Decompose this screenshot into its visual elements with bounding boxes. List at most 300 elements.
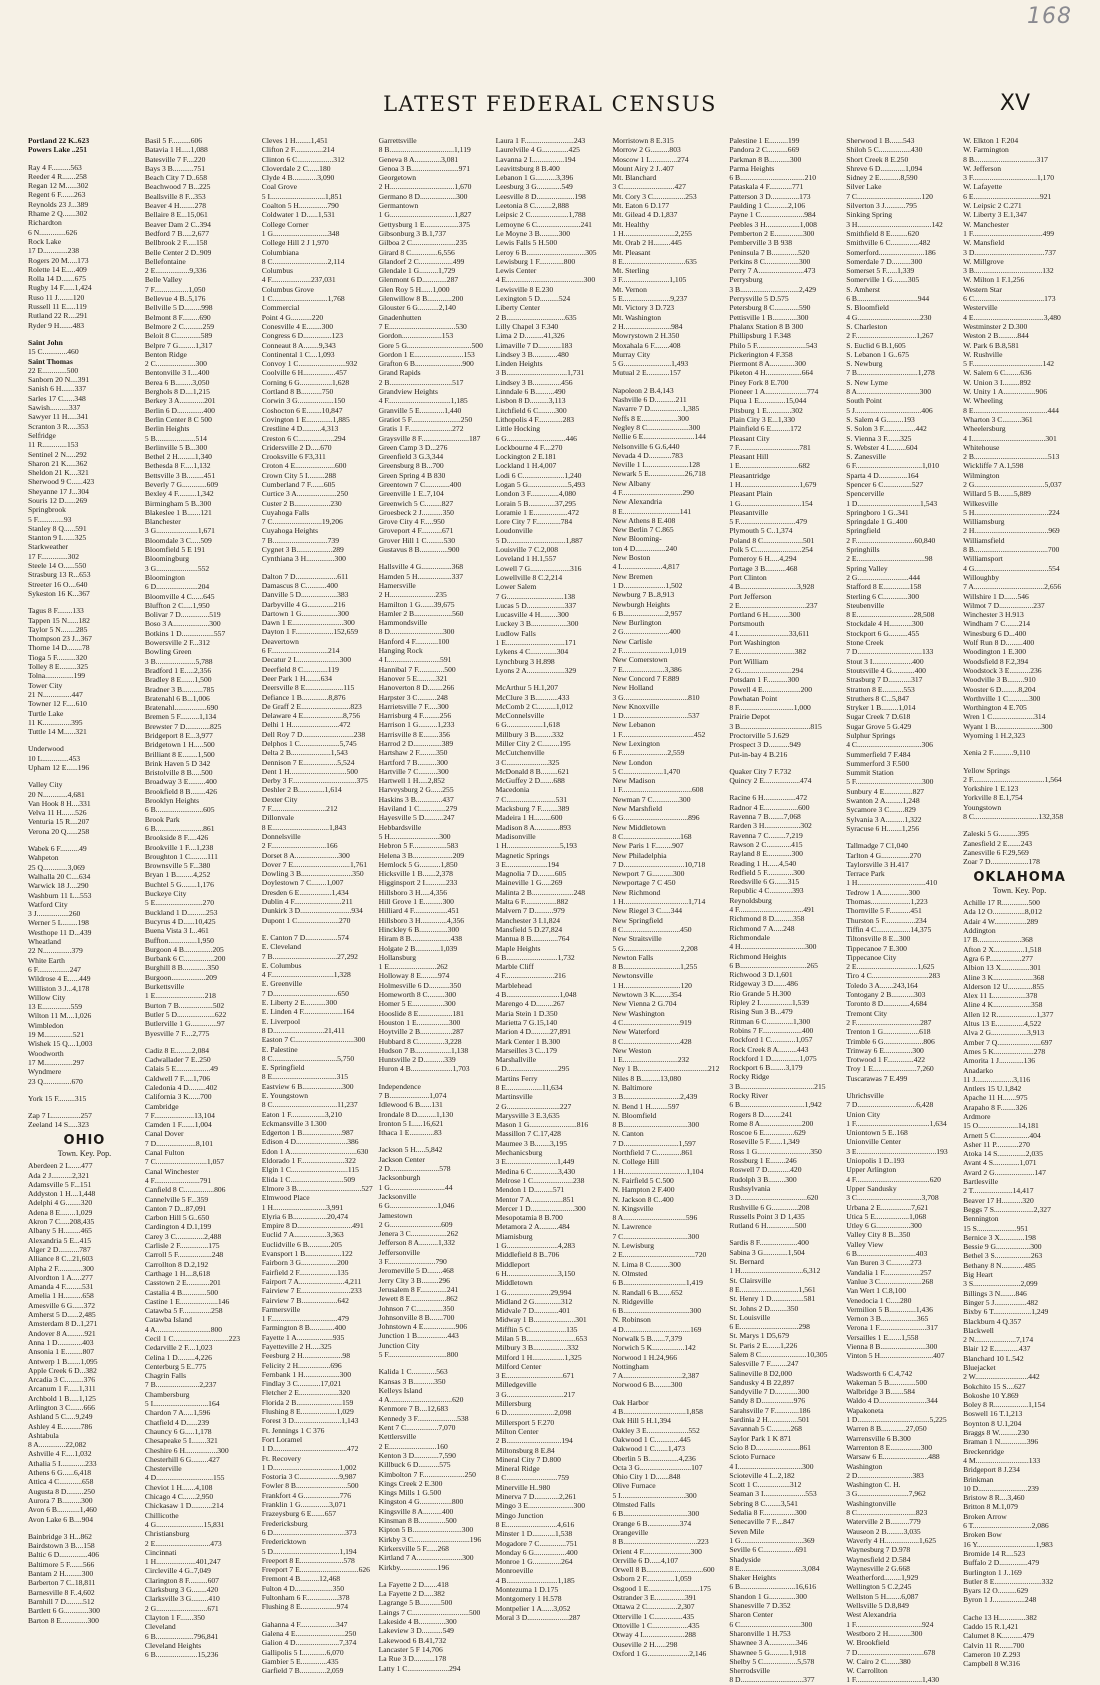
town-entry: W. Carrollton bbox=[846, 1666, 888, 1676]
town-entry: N. Baltimore bbox=[612, 1082, 653, 1092]
town-entry: Jackson 5 H.....5,842 bbox=[378, 1145, 443, 1155]
town-entry: Toledo 3 A.......243,164 bbox=[846, 980, 918, 990]
town-entry: 5 F..............................479 bbox=[729, 517, 807, 527]
town-entry: Rock Creek 8 A..........443 bbox=[729, 1044, 809, 1054]
town-entry: Georgetown bbox=[378, 173, 417, 183]
town-entry: Euclid 7 A.................3,363 bbox=[261, 1230, 344, 1240]
town-entry: Waverly 4 H..................1,625 bbox=[846, 1535, 937, 1545]
town-entry: Bays 3 B...........751 bbox=[144, 163, 206, 173]
town-entry: 3 B.....................................815 bbox=[729, 721, 822, 731]
town-entry: Hillsboro 3 H.....4,356 bbox=[378, 887, 448, 897]
town-entry: 3 D...................................620 bbox=[729, 1193, 819, 1203]
town-entry: Cheviot 1 H.......4,108 bbox=[144, 1482, 213, 1492]
town-entry: Scioto Furnace bbox=[729, 1452, 776, 1462]
town-entry: Versailles 1 E.......1,558 bbox=[846, 1332, 919, 1342]
town-entry: McCutchenville bbox=[495, 748, 545, 758]
town-entry: 5 E.........................9,237 bbox=[612, 294, 688, 304]
town-entry: Bowersville 2 F...312 bbox=[144, 638, 210, 648]
town-entry: Covington 1 E..............1,885 bbox=[261, 414, 350, 424]
town-entry: Middletown bbox=[495, 1278, 533, 1288]
town-entry: Wildrose 4 E......449 bbox=[28, 974, 91, 984]
town-entry: Arlington 3 C.......666 bbox=[28, 1403, 95, 1412]
town-entry: Phillipsburg 1 F.348 bbox=[729, 331, 791, 341]
town-entry: Yorkshire 1 E.123 bbox=[963, 784, 1019, 794]
town-entry: Alger 2 D...........787 bbox=[28, 1244, 91, 1254]
town-entry: Newman 7 C..............300 bbox=[612, 794, 691, 804]
town-entry: Archbold 1 B.....1,125 bbox=[28, 1393, 96, 1403]
town-entry: Rogers 8 D.........241 bbox=[729, 1109, 793, 1119]
town-entry: Green Spring 4 B 830 bbox=[378, 470, 446, 480]
town-entry: Avant 4 S..............1,071 bbox=[963, 1158, 1037, 1168]
town-entry: Rutland 22 R....291 bbox=[28, 311, 88, 321]
town-entry: Achille 17 R..............500 bbox=[963, 898, 1040, 908]
town-entry: Summerford 3 F.500 bbox=[846, 758, 910, 768]
town-entry: 7 B................................1,278 bbox=[846, 368, 935, 378]
town-entry: Pomeroy 6 H.....4,294 bbox=[729, 554, 797, 564]
town-entry: Nevada 4 D............783 bbox=[612, 450, 683, 460]
town-entry: Carey 3 C...............2,488 bbox=[144, 1231, 222, 1241]
spacer bbox=[28, 155, 141, 163]
town-entry: Braman 1 N..............396 bbox=[963, 1437, 1039, 1447]
town-entry: S. Salem 4 G.........193 bbox=[846, 414, 915, 424]
town-entry: 2 B.............................194 bbox=[495, 1436, 573, 1446]
town-entry: 19 M...............521 bbox=[28, 1030, 85, 1040]
town-entry: Columbiana bbox=[261, 247, 299, 257]
town-entry: Negley 8 C......................300 bbox=[612, 422, 701, 432]
town-entry: 8 C..............................168 bbox=[612, 831, 692, 841]
town-entry: Newark 5 E...................26,718 bbox=[612, 469, 706, 479]
town-entry: York 15 F.........315 bbox=[28, 1093, 87, 1103]
town-entry: 2 F.............................166 bbox=[261, 841, 338, 851]
town-entry: Leipsic 2 C....................1,788 bbox=[495, 210, 586, 220]
town-entry: Corning 6 G.................1,628 bbox=[261, 377, 350, 387]
town-entry: Leetonia 8 C.........2,888 bbox=[495, 201, 569, 211]
town-entry: Shreve 6 D.............1,094 bbox=[846, 163, 923, 173]
town-entry: Wharton 3 C..........361 bbox=[963, 414, 1033, 424]
town-entry: Eldorado 1 F.......................322 bbox=[261, 1156, 356, 1166]
town-entry: W. Mansfield bbox=[963, 238, 1005, 248]
town-entry: S. Vienna 3 F.......325 bbox=[846, 433, 912, 443]
town-entry: 6 B...............................403 bbox=[846, 1249, 928, 1259]
town-entry: Tuscarawas 7 E.499 bbox=[846, 1073, 908, 1083]
town-entry: Wellsville 5 D.8,849 bbox=[846, 1601, 909, 1611]
town-entry: Calvin 11 R.......700 bbox=[963, 1640, 1025, 1650]
town-entry: Leavittsburg 8 B.400 bbox=[495, 163, 560, 173]
town-entry: Underwood bbox=[28, 744, 64, 754]
town-entry: Leesville 8 D....................198 bbox=[495, 191, 586, 201]
town-entry: Lucas 5 D....................337 bbox=[495, 600, 577, 610]
town-entry: Woodville 3 B.........910 bbox=[963, 675, 1036, 685]
town-entry: 5 F...............................800 bbox=[378, 1350, 459, 1359]
town-entry: Werner 5 L........198 bbox=[28, 918, 89, 928]
town-entry: Clinton 6 C...................312 bbox=[261, 154, 345, 164]
town-entry: Gordon 1 E..........................153 bbox=[378, 349, 475, 359]
town-entry: 3 G..................................810 bbox=[612, 692, 700, 702]
town-entry: Carbon Hill 5 G..650 bbox=[144, 1213, 210, 1223]
town-entry: Ames 5 K.....................278 bbox=[963, 1046, 1046, 1056]
town-entry: Stoutsville 4 G............400 bbox=[846, 665, 926, 675]
town-entry: Berlin 6 D..............400 bbox=[144, 405, 215, 415]
town-entry: Castine 1 E....................146 bbox=[144, 1296, 230, 1306]
town-entry: Willoughby bbox=[963, 572, 1000, 582]
town-entry: Fredericksburg bbox=[261, 1518, 308, 1528]
town-entry: Marietta 7 G.15,140 bbox=[495, 1017, 558, 1027]
town-entry: Belle Valley bbox=[144, 275, 183, 285]
town-entry: 20 N.............4,681 bbox=[28, 789, 85, 799]
town-entry: Aberdeen 2 L......477 bbox=[28, 1161, 93, 1171]
town-entry: Mogadore 7 C..............751 bbox=[495, 1538, 578, 1548]
town-entry: 5 J...................................406 bbox=[846, 405, 933, 415]
town-entry: Steubenville bbox=[846, 600, 885, 610]
town-entry: Urbana 2 E................7,621 bbox=[846, 1202, 929, 1212]
town-entry: Wilkesville bbox=[963, 498, 998, 508]
town-entry: Magnetic Springs bbox=[495, 850, 550, 860]
town-entry: Green Camp 3 D...276 bbox=[378, 442, 448, 452]
town-entry: Kalida 1 C.............563 bbox=[378, 1367, 448, 1377]
town-entry: Wadsworth 6 C.4,742 bbox=[846, 1368, 913, 1378]
town-entry: 7 B.......................2,237 bbox=[144, 1380, 217, 1390]
town-entry: 6 B...................................265 bbox=[729, 960, 818, 970]
town-entry: 2 G............................227 bbox=[495, 1101, 572, 1111]
town-entry: 6 F..............................214 bbox=[261, 646, 340, 656]
town-entry: Tolley 8 E.........325 bbox=[28, 662, 89, 672]
town-entry: Leroy 6 B...............................305 bbox=[495, 247, 597, 257]
town-entry: Rushville 6 G..............208 bbox=[729, 1202, 810, 1212]
town-entry: 1 F...................................924 bbox=[846, 1619, 934, 1629]
town-entry: Sebring 8 C........3,541 bbox=[729, 1498, 798, 1508]
town-entry: Holmesville 6 D...........350 bbox=[378, 980, 462, 990]
town-entry: Boswell 16 T.1,213 bbox=[963, 1409, 1023, 1419]
town-entry: Wooster 6 D.........8,204 bbox=[963, 684, 1036, 694]
town-entry: Beaver Dam 2 C..394 bbox=[144, 219, 211, 229]
town-entry: Clayton 1 F.......350 bbox=[144, 1612, 205, 1622]
town-entry: 4 F..................................491 bbox=[729, 905, 815, 915]
town-entry: Mason 1 G.........................816 bbox=[495, 1120, 589, 1130]
town-entry: 8 C..................................5,750 bbox=[261, 1053, 355, 1063]
town-entry: 3 E..........................................193 bbox=[846, 1146, 948, 1156]
town-entry: 3 S.........................2,099 bbox=[963, 1279, 1038, 1289]
town-entry: Oxford 1 G......................2,146 bbox=[612, 1648, 707, 1658]
town-entry: Thomas.....................1,223 bbox=[846, 897, 928, 907]
town-entry: Montgomery 1 H.578 bbox=[495, 1594, 562, 1604]
town-entry: Johnstown 4 E.................906 bbox=[378, 1322, 468, 1332]
town-entry: 1 F......................................452 bbox=[612, 729, 706, 739]
town-entry: Fulton 4 D....................350 bbox=[261, 1583, 345, 1593]
town-entry: Gustavus 8 B...............900 bbox=[378, 545, 460, 555]
town-entry: Minster 1 D............1,538 bbox=[495, 1529, 573, 1539]
town-entry: Paulding 1 C..........2,106 bbox=[729, 201, 806, 211]
town-entry: Miller City 2 C.........195 bbox=[495, 739, 571, 748]
town-entry: Fletcher 2 E.....................320 bbox=[261, 1388, 351, 1398]
town-entry: 8 C.............................2,114 bbox=[261, 256, 345, 266]
town-entry: Williston 3 J...4,178 bbox=[28, 983, 90, 993]
town-entry: Gnadenhutten bbox=[378, 312, 422, 322]
town-entry: W. Liberty 3 E.1,347 bbox=[963, 210, 1027, 220]
town-entry: Newburg 7 B..8,913 bbox=[612, 590, 675, 600]
town-entry: 1 F...................................1,430 bbox=[846, 1675, 940, 1685]
town-entry: Eckmansville 3 I.300 bbox=[261, 1118, 327, 1128]
town-entry: Glendale 1 G..........1,729 bbox=[378, 266, 456, 276]
town-entry: Berlin Center 8 C 500 bbox=[144, 414, 212, 424]
town-entry: Custer 2 B...................230 bbox=[261, 498, 342, 508]
town-entry: 2 E....................................98 bbox=[846, 554, 933, 564]
town-entry: New Lebanon bbox=[612, 720, 656, 730]
town-entry: Ouseville 2 H......298 bbox=[612, 1639, 678, 1649]
town-entry: Ravenna 7 C.........7,219 bbox=[729, 830, 803, 840]
town-entry: Hannibal 7 F..............500 bbox=[378, 664, 456, 674]
town-entry: Mineral Ridge bbox=[495, 1464, 540, 1474]
town-entry: Bromide 14 R....523 bbox=[963, 1548, 1026, 1558]
town-entry: Harpster 3 C..........248 bbox=[378, 692, 448, 702]
town-entry: Fairview 7 B...................642 bbox=[261, 1295, 349, 1305]
town-entry: Caledonia 4 D.........402 bbox=[144, 1082, 218, 1092]
town-entry: Hillsboro 3 H..............4,356 bbox=[378, 915, 465, 925]
town-entry: Laurelville 4 G..............425 bbox=[495, 145, 580, 155]
town-entry: Rawson 2 C.............415 bbox=[729, 839, 803, 849]
town-entry: Willow City bbox=[28, 992, 66, 1002]
town-entry: Canal Fulton bbox=[144, 1148, 185, 1158]
town-entry: Rolette 14 E.....409 bbox=[28, 264, 87, 274]
town-entry: Ashland 5 C.....9,249 bbox=[28, 1412, 93, 1422]
town-entry: N. Kingsville bbox=[612, 1203, 654, 1213]
town-entry: London 3 F...............4,080 bbox=[495, 489, 576, 499]
town-entry: 3 B..............................2,439 bbox=[612, 1092, 698, 1102]
town-entry: Hammondsville bbox=[378, 618, 428, 628]
town-entry: Zanesfield 2 E.......243 bbox=[963, 838, 1033, 848]
town-entry: 2 B.......................................513 bbox=[963, 452, 1060, 462]
town-entry: Sandy 8 D.................976 bbox=[729, 1396, 806, 1406]
town-entry: Albion 13 X...............301 bbox=[963, 963, 1041, 973]
town-entry: Sanborn 20 N....391 bbox=[28, 375, 90, 385]
town-entry: Bellefontaine bbox=[144, 256, 186, 266]
town-entry: Springbrook bbox=[28, 505, 66, 515]
town-entry: Chagrin Falls bbox=[144, 1371, 187, 1381]
town-entry: Warrensville 6 B.300 bbox=[846, 1433, 911, 1443]
town-entry: Silverton 3 J...........795 bbox=[846, 201, 917, 211]
town-entry: 15 S.....................951 bbox=[963, 1223, 1029, 1233]
town-entry: 4 E.........................................300 bbox=[495, 275, 596, 285]
town-entry: Haviland 1 C..............279 bbox=[378, 804, 458, 814]
town-entry: Milbury 3 B..................332 bbox=[495, 1343, 579, 1353]
town-entry: Brownsville 5 F...380 bbox=[144, 861, 211, 871]
town-entry: 1 H...........................2,255 bbox=[612, 228, 692, 238]
town-entry: 5 D...............................1,887 bbox=[495, 535, 583, 545]
town-entry: Laura 1 F..........................243 bbox=[495, 136, 586, 145]
town-entry: Taylorsville 3 H.417 bbox=[846, 859, 909, 869]
town-entry: Lithopolis 4 F.............283 bbox=[495, 414, 575, 424]
town-entry: Harveysburg 2 G......255 bbox=[378, 785, 454, 795]
town-entry: Columbus Grove bbox=[261, 284, 314, 294]
town-entry: Burgoon..................209 bbox=[144, 972, 217, 982]
town-entry: N. Olmsted bbox=[612, 1268, 648, 1278]
town-entry: Asher 11 P............270 bbox=[963, 1139, 1030, 1149]
town-entry: S. Webster 4 I.........604 bbox=[846, 442, 918, 452]
town-entry: Berlinville 5 B...300 bbox=[144, 442, 208, 452]
town-entry: Toronto 8 D..............4,684 bbox=[846, 999, 927, 1009]
town-entry: Milton Center bbox=[495, 1426, 539, 1436]
town-entry: Gahanna 4 F...................347 bbox=[261, 1619, 348, 1629]
town-entry: Beachwood 7 B...225 bbox=[144, 182, 211, 192]
town-entry: Glenmont 6 D.............287 bbox=[378, 275, 459, 285]
town-entry: Amherst 5 D......2,485 bbox=[28, 1310, 96, 1320]
town-entry: Homer 5 E.................300 bbox=[378, 999, 456, 1009]
town-entry: W. Rushville bbox=[963, 349, 1003, 359]
town-entry: Perkins 8 C..................300 bbox=[729, 256, 811, 266]
town-entry: Lore City 7 F.............784 bbox=[495, 517, 573, 527]
town-entry: Grove City 4 F.....950 bbox=[378, 517, 445, 527]
town-entry: Ney 1 B.....................................212 bbox=[612, 1064, 720, 1074]
town-entry: Birmingham 5 B..300 bbox=[144, 498, 212, 508]
town-entry: Vienna 8 B........................300 bbox=[846, 1342, 938, 1351]
town-entry: Bairdstown 3 B....158 bbox=[28, 1541, 95, 1551]
town-entry: Pleasant Hill bbox=[729, 452, 769, 462]
town-entry: Seven Mile bbox=[729, 1526, 765, 1536]
town-entry: Chesapeake 5 I........321 bbox=[144, 1436, 218, 1446]
town-entry: Tippecanoe City bbox=[846, 952, 897, 962]
town-entry: New Middletown bbox=[612, 822, 666, 832]
town-entry: Atoka 14 S...............2,035 bbox=[963, 1149, 1043, 1159]
town-entry: 4 I......................4,817 bbox=[612, 562, 680, 572]
town-entry: Van Hook 8 H....331 bbox=[28, 798, 91, 808]
town-entry: Grand Rapids bbox=[378, 368, 421, 378]
town-entry: Petersburg 8 C.............590 bbox=[729, 303, 811, 313]
state-heading: OKLAHOMA bbox=[973, 869, 1066, 885]
town-entry: Cecil 1 C.............................223 bbox=[144, 1334, 241, 1343]
town-entry: Deer Park 1 H........634 bbox=[261, 673, 333, 683]
town-entry: 8 C..................................11,237 bbox=[261, 1100, 358, 1110]
town-entry: Milford Center bbox=[495, 1361, 542, 1371]
town-entry: Monroe 1 G...............264 bbox=[495, 1557, 573, 1567]
town-entry: Powers Lake ..251 bbox=[28, 145, 88, 155]
town-entry: Port William bbox=[729, 656, 769, 666]
town-entry: 6 B..................................1,942 bbox=[729, 1100, 822, 1110]
town-entry: Barnhill 7 D.........512 bbox=[28, 1596, 95, 1606]
town-entry: 1 E.........................262 bbox=[378, 962, 448, 972]
town-entry: Johnson 7 C..............350 bbox=[378, 1303, 455, 1313]
town-entry: Milford 1 H.................1,325 bbox=[495, 1352, 582, 1362]
town-entry: Marblehead bbox=[495, 980, 532, 990]
town-entry: Mowrystown 2 H.350 bbox=[612, 331, 680, 341]
town-entry: Palestine 1 E..........199 bbox=[729, 136, 800, 145]
town-entry: Glandorf 2 C..................499 bbox=[378, 256, 465, 266]
town-entry: Portland 22 K..623 bbox=[28, 136, 90, 145]
town-entry: Fayette 1 A...................935 bbox=[261, 1332, 345, 1342]
town-entry: St. Paris 2 E.......1,226 bbox=[729, 1340, 798, 1350]
town-entry: Bantam 2 H.........300 bbox=[28, 1569, 94, 1579]
town-entry: Cincinnati bbox=[144, 1547, 177, 1557]
town-entry: Huntsville 2 D...........339 bbox=[378, 1055, 456, 1065]
spacer bbox=[963, 758, 1076, 766]
town-entry: 6 D......................................373 bbox=[261, 1527, 357, 1537]
town-entry: Rocky River bbox=[729, 1090, 768, 1100]
town-entry: 3 F..................................1,170 bbox=[963, 173, 1055, 183]
town-entry: Sharonville 1 H.753 bbox=[729, 1628, 791, 1638]
town-entry: Bernice 3 X.............198 bbox=[963, 1232, 1036, 1242]
town-entry: Walhalla 20 C....634 bbox=[28, 871, 91, 881]
town-entry: 6 B.........................861 bbox=[144, 823, 215, 833]
town-entry: Holgate 2 B.............1,039 bbox=[378, 943, 458, 953]
town-entry: Attica 4 C............658 bbox=[28, 1477, 94, 1487]
town-entry: New Lexington bbox=[612, 739, 660, 748]
town-entry: 10 L..............453 bbox=[28, 753, 81, 763]
town-entry: Quincy 2 E...................474 bbox=[729, 776, 812, 786]
town-entry: 25 Q.............3,069 bbox=[28, 862, 85, 872]
town-entry: 7 D...............................6,428 bbox=[846, 1100, 934, 1110]
town-entry: 7 F.............................212 bbox=[261, 804, 338, 814]
town-entry: Scio 8 D.......................861 bbox=[729, 1442, 811, 1452]
town-entry: Loramie 1 E..................472 bbox=[495, 507, 580, 517]
town-entry: New London bbox=[612, 757, 653, 767]
town-entry: Williamsport bbox=[963, 554, 1003, 564]
town-entry: W. Farmington bbox=[963, 145, 1009, 155]
town-entry: Campbell 8 W.316 bbox=[963, 1659, 1020, 1669]
town-entry: Alpha 2 F.............300 bbox=[28, 1263, 94, 1273]
town-entry: Antwerp 1 B.......1,095 bbox=[28, 1356, 98, 1366]
town-entry: Troy 1 E.......................7,260 bbox=[846, 1064, 934, 1074]
town-entry: Saint Thomas bbox=[28, 356, 73, 366]
town-entry: Amorita 1 J.............136 bbox=[963, 1056, 1036, 1066]
town-entry: 4 B.................................1,858 bbox=[612, 1407, 703, 1417]
town-entry: Franklin 1 G...............3,071 bbox=[261, 1500, 347, 1510]
town-entry: Tioga 5 F..........320 bbox=[28, 652, 88, 662]
town-entry: 11 R.............153 bbox=[28, 440, 79, 450]
town-entry: 3 G......................552 bbox=[144, 563, 210, 573]
town-entry: Point 4 G...........220 bbox=[261, 312, 324, 322]
town-entry: Sabina 3 G.............1,504 bbox=[729, 1247, 805, 1257]
town-entry: W. Manchester bbox=[963, 219, 1009, 229]
town-entry: 1 D..................................537 bbox=[612, 711, 700, 721]
town-entry: Elgin 1 C..............................115 bbox=[261, 1165, 359, 1175]
town-entry: New Washington bbox=[612, 1008, 665, 1018]
town-entry: 8 F.............................1,000 bbox=[729, 703, 811, 713]
town-entry: Upper Arlington bbox=[846, 1165, 897, 1175]
town-entry: Salineville 8 D2,000 bbox=[729, 1368, 792, 1378]
town-entry: Dartown 1 G...................300 bbox=[261, 608, 349, 618]
town-entry: Robins 7 F.....................400 bbox=[729, 1025, 814, 1035]
town-entry: 6 G...................1,618 bbox=[495, 720, 560, 730]
town-entry: Taylor 5 N........285 bbox=[28, 624, 88, 634]
town-entry: Washington C. H. bbox=[846, 1480, 901, 1490]
town-entry: La Rue 3 D...........178 bbox=[378, 1654, 447, 1664]
town-entry: Maria Stein 1 D.350 bbox=[495, 1008, 558, 1018]
town-entry: Creston 6 C...................294 bbox=[261, 433, 346, 443]
town-entry: St. Johns 2 D.........350 bbox=[729, 1303, 799, 1313]
town-entry: Bethel 2 H.........1,340 bbox=[144, 452, 212, 462]
town-entry: Harrod 2 D...............389 bbox=[378, 739, 454, 748]
town-entry: Napoleon 2 B.4,143 bbox=[612, 385, 674, 395]
town-entry: 8 D............................300 bbox=[378, 627, 455, 637]
town-entry: Smithfield 8 E.........620 bbox=[846, 228, 920, 238]
town-entry: Billings 3 N........846 bbox=[963, 1288, 1027, 1298]
town-entry: Kimbolton 7 F......................250 bbox=[378, 1469, 476, 1479]
town-entry: Put-in-bay 4 B.216 bbox=[729, 749, 788, 759]
town-entry: Edon 1 A...................................630 bbox=[261, 1146, 369, 1156]
town-entry: 5 F...................................300 bbox=[846, 777, 934, 787]
town-entry: Burgoon 4 B...............205 bbox=[144, 944, 224, 954]
town-entry: New Boston bbox=[612, 553, 651, 563]
town-entry: Union City bbox=[846, 1109, 881, 1119]
town-entry: Findlay 3 C............17,021 bbox=[261, 1379, 342, 1389]
town-entry: Kettlersville bbox=[378, 1432, 417, 1442]
town-entry: Genoa 3 B.........................971 bbox=[378, 163, 471, 173]
town-entry: Binger 5 J.................482 bbox=[963, 1297, 1039, 1307]
town-entry: Kipton 5 B..........................300 bbox=[378, 1525, 474, 1535]
town-entry: Amesville 6 G......372 bbox=[28, 1300, 96, 1310]
town-entry: Piermont 8 A.............300 bbox=[729, 359, 806, 369]
town-entry: Sanish 6 H.......337 bbox=[28, 384, 87, 394]
town-entry: Weatherford.........1,929 bbox=[846, 1573, 919, 1583]
town-entry: 4 B...........................1,185 bbox=[495, 1575, 575, 1585]
